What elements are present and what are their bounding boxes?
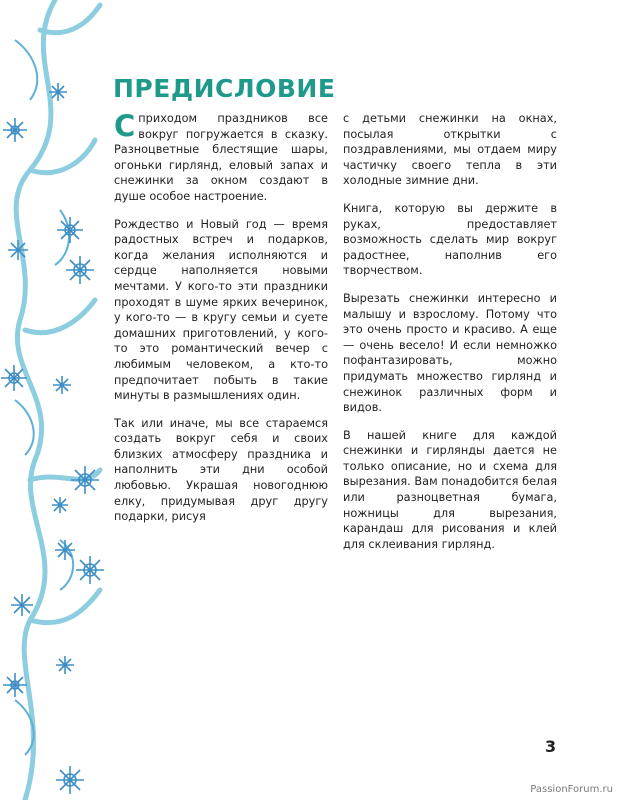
snowflake-ornament-border <box>0 0 110 800</box>
paragraph: Сприходом праздников все вокруг погружается в сказку. Разноцветные блестящие шары, огоньки гирлянд, еловый запах и снежинки за окном создают в душе особое настроение. <box>114 109 328 203</box>
drop-cap: С <box>114 109 136 143</box>
paragraph: Книга, которую вы держите в руках, предоставляет возможность сделать мир вокруг радостнее, наполнив его творчеством. <box>343 201 557 278</box>
page-number: 3 <box>545 737 557 756</box>
paragraph: Рождество и Новый год — время радостных встреч и подарков, когда желания исполняются и сердце наполняется новыми мечтами. У кого-то эти праздники проходят в шуме ярких вечеринок, у кого-то — в кругу семьи и суете домашних приготовлений, у кого-то это романтический вечер с любимым человеком, а кто-то предпочитает побыть в такие минуты в размышлениях один. <box>114 217 328 403</box>
paragraph: с детьми снежинки на окнах, посылая открытки с поздравлениями, мы отдаем миру частичку своего тепла в эти холодные зимние дни. <box>343 112 557 188</box>
page-title: ПРЕДИСЛОВИЕ <box>113 74 336 103</box>
paragraph: Вырезать снежинки интересно и малышу и взрослому. Потому что это очень просто и красиво. А еще — очень весело! И если немножко пофантазировать, можно придумать множество гирлянд и снежинок различных форм и видов. <box>343 291 557 415</box>
paragraph: В нашей книге для каждой снежинки и гирлянды дается не только описание, но и схема для вырезания. Вам понадобится белая или разноцветная бумага, ножницы для вырезания, карандаш для рисования и клей для склеивания гирлянд. <box>343 428 557 551</box>
paragraph: Так или иначе, мы все стараемся создать вокруг себя и своих близких атмосферу праздника и наполнить эти дни особой любовью. Украшая новогоднюю елку, придумывая друг другу подарки, рисуя <box>114 416 328 524</box>
watermark: PassionForum.ru <box>530 784 613 795</box>
right-column <box>343 111 557 564</box>
left-column <box>114 111 328 537</box>
